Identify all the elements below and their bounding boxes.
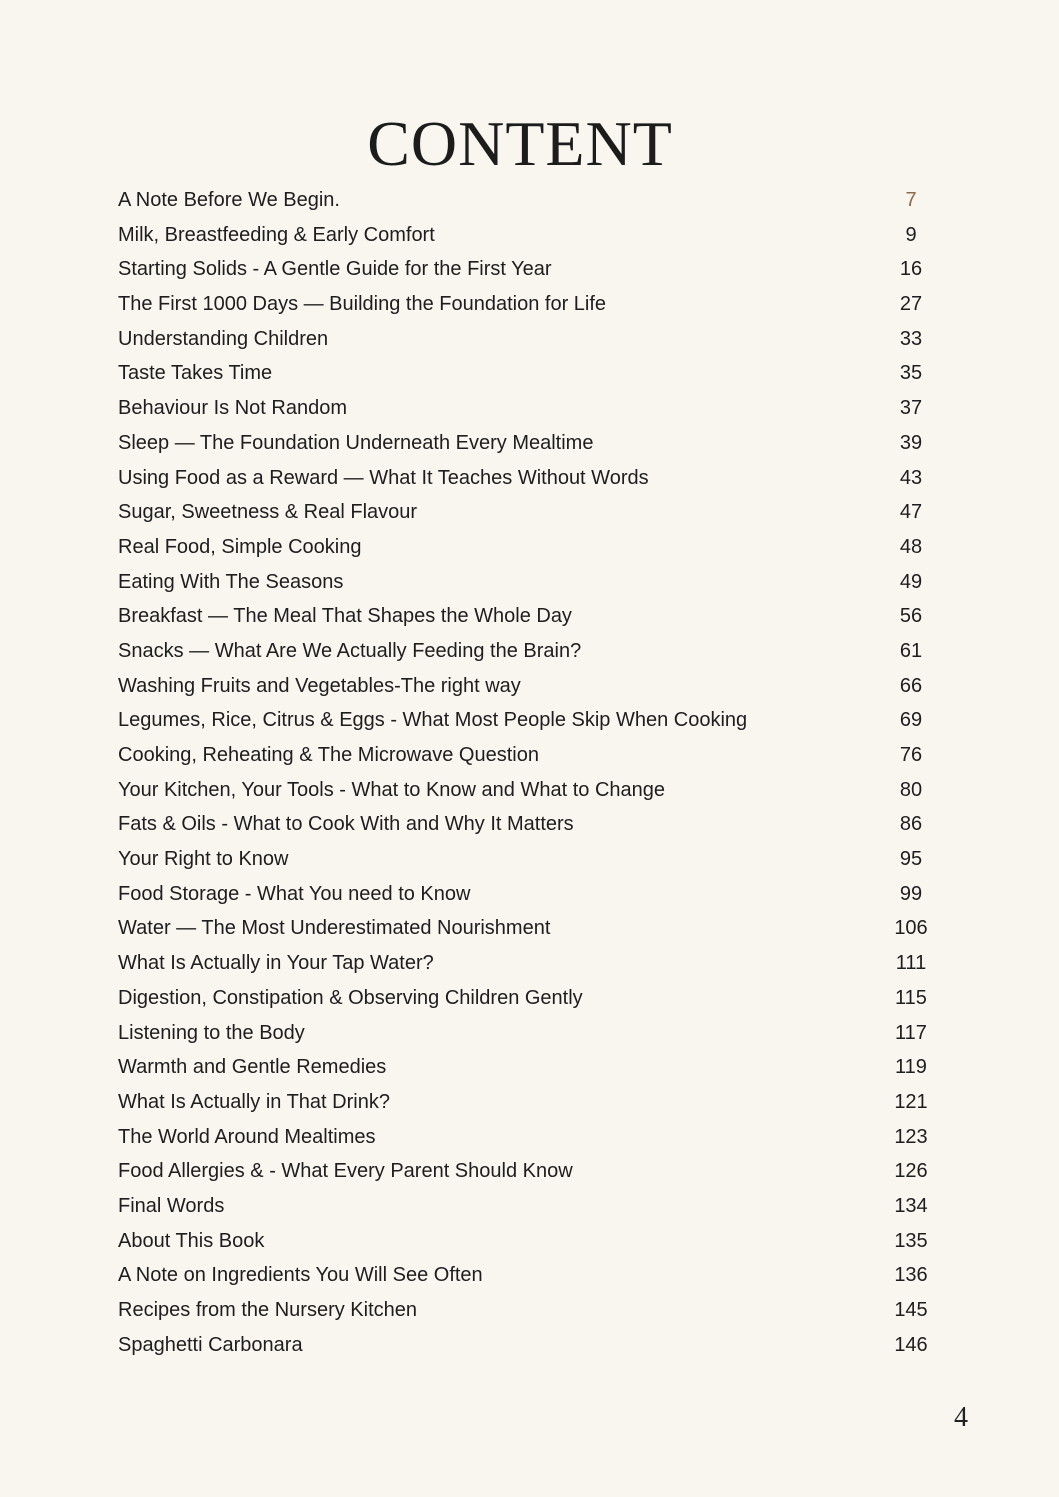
toc-entry-page-number: 117 <box>895 1021 927 1044</box>
toc-entry[interactable] <box>118 842 948 877</box>
toc-entry[interactable] <box>118 946 948 981</box>
toc-entry-title: Snacks — What Are We Actually Feeding the Brain? <box>118 639 582 662</box>
toc-entry-page-number: 39 <box>899 431 923 454</box>
toc-entry-title: Food Storage - What You need to Know <box>118 882 471 905</box>
toc-entry-title: Final Words <box>118 1194 225 1217</box>
toc-entry[interactable] <box>118 1224 948 1259</box>
toc-entry-title: Digestion, Constipation & Observing Children Gently <box>118 986 583 1009</box>
toc-entry[interactable] <box>118 738 948 773</box>
toc-entry[interactable] <box>118 495 948 530</box>
toc-entry-title: Behaviour Is Not Random <box>118 397 348 420</box>
toc-entry[interactable] <box>118 218 948 253</box>
toc-entry-page-number: 135 <box>894 1229 928 1252</box>
toc-entry-title: Fats & Oils - What to Cook With and Why It Matters <box>118 813 574 836</box>
toc-entry-title: The First 1000 Days — Building the Foundation for Life <box>118 293 607 316</box>
toc-entry[interactable] <box>118 183 948 218</box>
toc-entry-title: A Note on Ingredients You Will See Often <box>118 1264 483 1287</box>
toc-entry-page-number: 119 <box>895 1056 927 1079</box>
table-of-contents <box>118 183 948 1362</box>
toc-entry[interactable] <box>118 391 948 426</box>
toc-entry-page-number: 7 <box>905 189 917 211</box>
toc-entry-title: Starting Solids - A Gentle Guide for the First Year <box>118 258 552 281</box>
toc-entry[interactable] <box>118 565 948 600</box>
toc-entry-title: Water — The Most Underestimated Nourishment <box>118 917 551 940</box>
toc-entry[interactable] <box>118 426 948 461</box>
toc-entry-page-number: 47 <box>899 501 923 524</box>
toc-entry-page-number: 43 <box>899 466 923 489</box>
toc-entry-page-number: 111 <box>895 952 927 975</box>
toc-entry-page-number: 33 <box>899 327 923 350</box>
toc-entry-page-number: 106 <box>894 917 928 940</box>
toc-entry-page-number: 37 <box>899 397 923 420</box>
toc-entry[interactable] <box>118 1293 948 1328</box>
toc-entry-title: Eating With The Seasons <box>118 570 344 593</box>
toc-entry[interactable] <box>118 599 948 634</box>
toc-entry-title: Cooking, Reheating & The Microwave Question <box>118 744 539 766</box>
page-number: 4 <box>954 1402 968 1433</box>
toc-entry-title: The World Around Mealtimes <box>118 1125 376 1148</box>
toc-entry-page-number: 134 <box>894 1194 928 1217</box>
toc-entry[interactable] <box>118 877 948 912</box>
toc-entry-title: Using Food as a Reward — What It Teaches Without Words <box>118 466 649 489</box>
toc-entry-page-number: 123 <box>894 1125 928 1148</box>
toc-entry-title: Your Right to Know <box>118 848 289 871</box>
toc-entry-page-number: 126 <box>894 1160 928 1183</box>
toc-entry-title: Recipes from the Nursery Kitchen <box>118 1299 418 1321</box>
toc-entry[interactable] <box>118 1189 948 1224</box>
toc-entry-title: What Is Actually in That Drink? <box>118 1090 390 1113</box>
toc-entry[interactable] <box>118 807 948 842</box>
toc-entry[interactable] <box>118 252 948 287</box>
toc-entry-page-number: 121 <box>894 1090 928 1113</box>
toc-entry-title: Milk, Breastfeeding & Early Comfort <box>118 223 435 246</box>
toc-entry-title: Sleep — The Foundation Underneath Every Mealtime <box>118 431 594 454</box>
toc-entry-page-number: 136 <box>894 1264 928 1287</box>
toc-entry[interactable] <box>118 1050 948 1085</box>
toc-entry-title: Spaghetti Carbonara <box>118 1333 303 1356</box>
toc-entry-title: Taste Takes Time <box>118 362 273 385</box>
toc-entry[interactable] <box>118 669 948 704</box>
toc-entry-page-number: 86 <box>899 813 923 836</box>
toc-entry-title: Legumes, Rice, Citrus & Eggs - What Most People Skip When Cooking <box>118 709 748 732</box>
toc-entry-page-number: 95 <box>899 848 923 871</box>
toc-entry[interactable] <box>118 911 948 946</box>
toc-entry-title: Sugar, Sweetness & Real Flavour <box>118 501 418 524</box>
toc-entry[interactable] <box>118 356 948 391</box>
toc-entry-title: Washing Fruits and Vegetables-The right way <box>118 674 521 697</box>
toc-entry-page-number: 115 <box>895 986 927 1009</box>
toc-entry[interactable] <box>118 1120 948 1155</box>
toc-entry[interactable] <box>118 634 948 669</box>
toc-entry-title: About This Book <box>118 1229 265 1252</box>
toc-entry-page-number: 9 <box>905 223 917 246</box>
toc-entry[interactable] <box>118 1154 948 1189</box>
toc-entry-page-number: 27 <box>899 293 923 316</box>
toc-entry-page-number: 48 <box>899 535 923 558</box>
toc-entry-page-number: 16 <box>899 258 923 281</box>
toc-entry-title: Listening to the Body <box>118 1021 305 1044</box>
toc-entry[interactable] <box>118 287 948 322</box>
toc-entry-title: Warmth and Gentle Remedies <box>118 1056 387 1079</box>
toc-entry-title: Understanding Children <box>118 327 329 350</box>
toc-entry[interactable] <box>118 981 948 1016</box>
toc-entry[interactable] <box>118 1016 948 1051</box>
toc-entry-title: Breakfast — The Meal That Shapes the Whole Day <box>118 605 572 628</box>
toc-entry-page-number: 35 <box>899 362 923 385</box>
page-title: CONTENT <box>367 108 673 179</box>
toc-entry-title: What Is Actually in Your Tap Water? <box>118 952 434 975</box>
toc-entry[interactable] <box>118 1258 948 1293</box>
toc-entry[interactable] <box>118 530 948 565</box>
toc-entry[interactable] <box>118 461 948 496</box>
toc-entry-page-number: 80 <box>899 778 923 801</box>
toc-entry-page-number: 61 <box>899 639 923 662</box>
toc-entry[interactable] <box>118 1085 948 1120</box>
toc-entry[interactable] <box>118 1328 948 1363</box>
toc-entry-page-number: 146 <box>894 1333 928 1356</box>
toc-entry-title: Your Kitchen, Your Tools - What to Know and What to Change <box>118 778 666 801</box>
toc-entry-page-number: 56 <box>899 605 923 628</box>
toc-entry-page-number: 69 <box>899 709 923 732</box>
toc-entry-page-number: 76 <box>899 744 923 766</box>
toc-entry-page-number: 49 <box>899 570 923 593</box>
toc-entry-title: Food Allergies & - What Every Parent Should Know <box>118 1160 573 1183</box>
toc-entry[interactable] <box>118 703 948 738</box>
toc-entry-page-number: 66 <box>899 674 923 697</box>
toc-entry[interactable] <box>118 773 948 808</box>
toc-entry-title: A Note Before We Begin. <box>118 189 340 211</box>
toc-entry-title: Real Food, Simple Cooking <box>118 535 362 558</box>
toc-entry-page-number: 145 <box>894 1299 928 1321</box>
toc-entry-page-number: 99 <box>899 882 923 905</box>
toc-entry[interactable] <box>118 322 948 357</box>
